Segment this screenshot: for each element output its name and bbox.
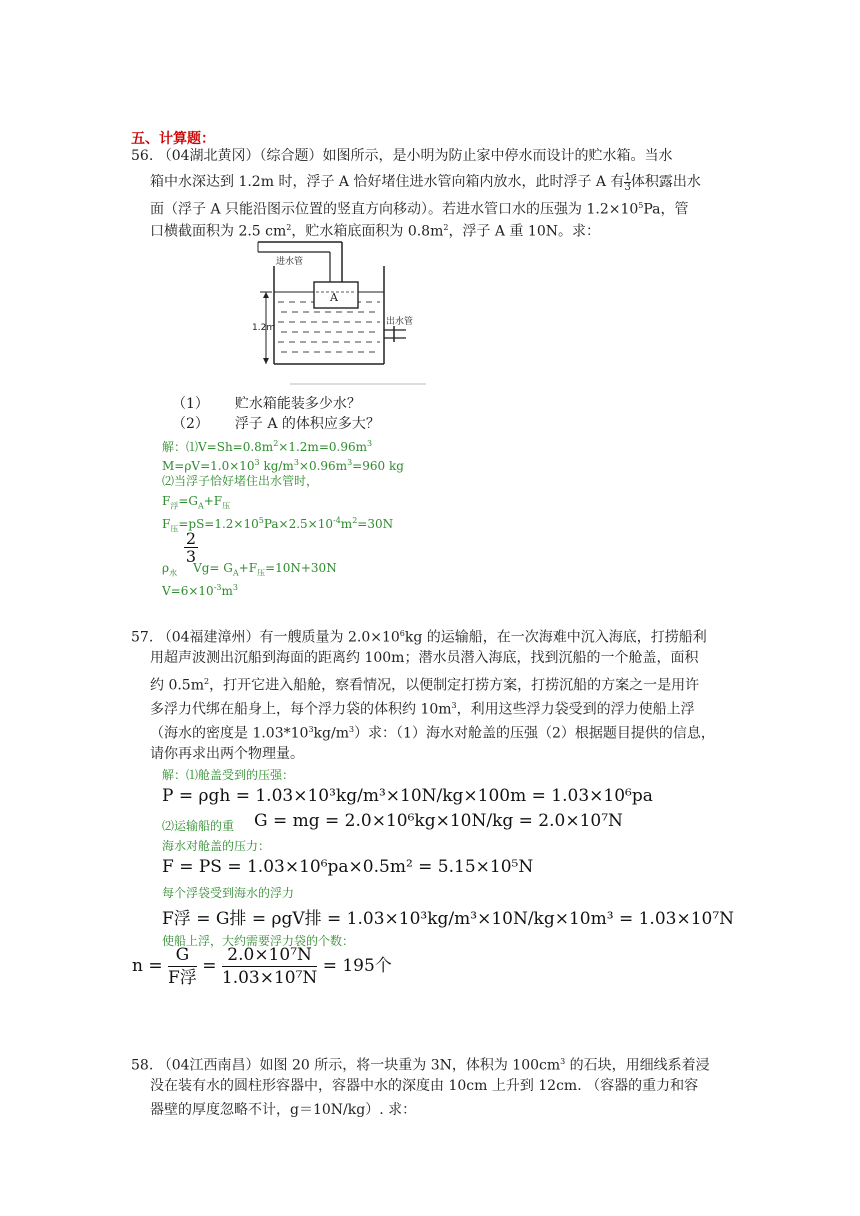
outlet-label: 出水管 (386, 317, 414, 327)
p57-line1: 57. （04福建漳州）有一艘质量为 $2.0\times 10^6kg$ 的运输船，在一次海难中沉入海底，打捞船利 (131, 629, 707, 646)
p57-sol5: 使船上浮，大约需要浮力袋的个数： (162, 934, 355, 948)
p57-sol2: ⑵运输船的重 (162, 819, 235, 833)
p56-sol7: $V=6\times 10^{-3}m^3$ (162, 583, 238, 598)
p56-line3: 面（浮子 A 只能沿图示位置的竖直方向移动）。若进水管口水的压强为 $1.2\times 10^5Pa$，管 (150, 201, 689, 218)
p56-sol2: $M=\rho V=1.0\times 10^3$ $kg/m^3\times 0.96m^3=960$ kg (162, 458, 404, 473)
p56-sol6: $\rho_水$ $Vg= G_A+F_压=10N+30N$ (162, 561, 337, 578)
p56-line2: 箱中水深达到 1.2m 时，浮子 A 恰好堵住进水管向箱内放水，此时浮子 A 有 $\frac{1}{3}$ 体积露出水 (150, 171, 701, 193)
inlet-label: 进水管 (276, 257, 304, 267)
p56-sol1: 解：$⑴V=Sh=0.8m^2\times 1.2m=0.96m^3$ (162, 439, 373, 454)
eq-weight: G = mg = 2.0×10⁶kg×10N/kg = 2.0×10⁷N (254, 811, 623, 831)
eq-count: n = G F浮 = $\frac{\text{2.0×10⁷N}}{\text{1.03×10⁷N}}$ = 195个 (132, 945, 392, 988)
p57-sol4: 每个浮袋受到海水的浮力 (162, 886, 295, 900)
p57-line2: 用超声波测出沉船到海面的距离约 100m；潜水员潜入海底，找到沉船的一个舱盖，面积 (150, 650, 699, 666)
p58-line3: 器壁的厚度忽略不计，g＝10N/kg）. 求： (150, 1102, 417, 1118)
p58-line2: 没在装有水的圆柱形容器中，容器中水的深度由 10cm 上升到 12cm. （容器的重力和容 (150, 1078, 699, 1094)
eq-count-frac2: $\frac{\text{2.0×10⁷N}}{\text{1.03×10⁷N}}$ (221, 945, 318, 988)
water-tank-figure (250, 236, 430, 388)
q1: （1） 贮水箱能装多少水？ (172, 396, 361, 412)
p57-sol3: 海水对舱盖的压力： (162, 839, 271, 853)
depth-label: 1.2m (252, 323, 276, 333)
p57-line4: 多浮力代绑在船身上，每个浮力袋的体积约 $10m^3$，利用这些浮力袋受到的浮力使船上浮 (150, 701, 695, 718)
p56-line4: 口横截面积为 2.5 $cm^2$，贮水箱底面积为 $0.8m^2$，浮子 A 重 10N。求： (150, 223, 600, 240)
p56-fraction: $\frac{1}{3}$ (624, 171, 631, 193)
p58-line1: 58. （04江西南昌）如图 20 所示，将一块重为 3N，体积为 $100cm^3$ 的石块，用细线系着浸 (131, 1057, 710, 1074)
eq-buoyancy: F浮 = G排 = ρgV排 = 1.03×10³kg/m³×10N/kg×10m³ = 1.03×10⁷N (162, 909, 735, 929)
eq-force: F = PS = 1.03×10⁶pa×0.5m² = 5.15×10⁵N (162, 857, 534, 877)
p56-sol3: ⑵当浮子恰好堵住出水管时， (162, 474, 319, 488)
float-label: A (330, 291, 338, 304)
p57-sol1: 解：⑴舱盖受到的压强： (162, 768, 295, 782)
eq-pressure: P = ρgh = 1.03×10³kg/m³×10N/kg×100m = 1.03×10⁶pa (162, 786, 653, 806)
p57-line5: （海水的密度是 $1.03*10^3kg/m^3$）求：（1）海水对舱盖的压强（2）根据题目提供的信息， (150, 725, 715, 742)
q2: （2） 浮子 A 的体积应多大？ (172, 416, 380, 432)
p56-line1: 56. （04湖北黄冈）（综合题）如图所示，是小明为防止家中停水而设计的贮水箱。当水 (131, 148, 673, 164)
p56-sol4: $F_浮=G_A+F_压$ (162, 494, 231, 511)
p57-line6: 请你再求出两个物理量。 (150, 746, 304, 762)
p56-sol5: $F_压=pS=1.2\times 10^5Pa\times 2.5\times 10^{-4}m^2=30N$ (162, 516, 394, 534)
section-title: 五、计算题： (131, 131, 215, 147)
eq-count-frac1: G F浮 (168, 945, 197, 988)
p57-line3: 约 $0.5m^2$，打开它进入船舱，察看情况，以便制定打捞方案，打捞沉船的方案之一是用许 (150, 677, 700, 694)
p56-sol6-fraction: 2 3 (185, 529, 197, 566)
